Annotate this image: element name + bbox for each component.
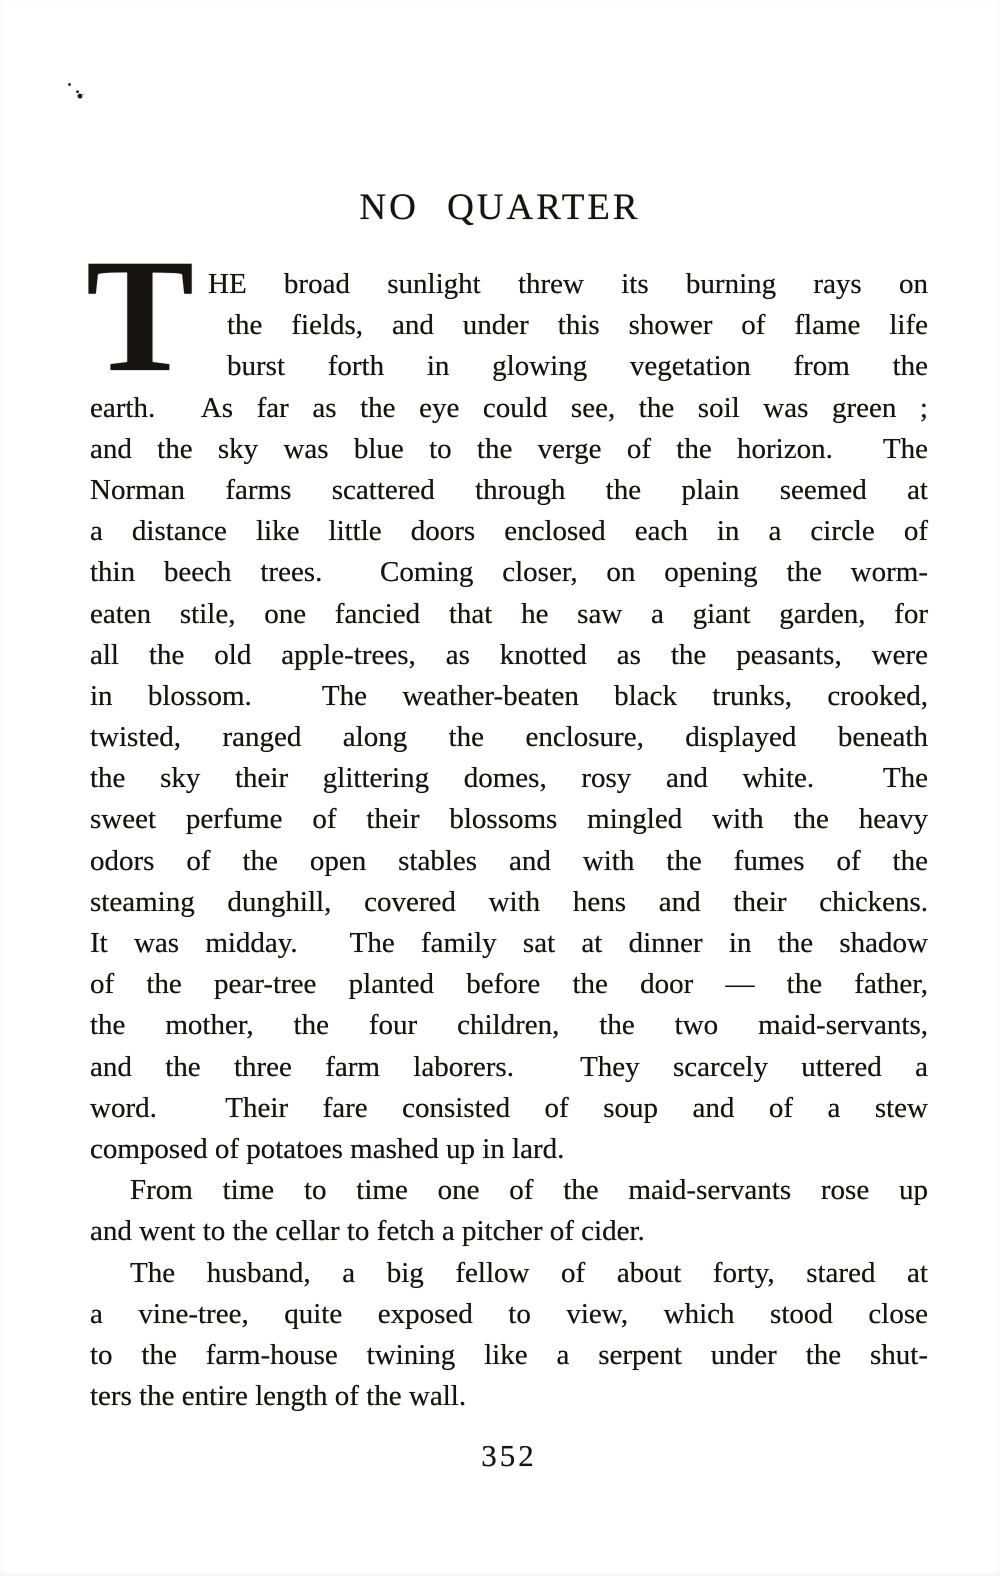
text-line: in blossom. The weather-beaten black trunks, crooked, bbox=[90, 679, 928, 712]
text-line-paragraph-start: The husband, a big fellow of about forty, stared at bbox=[130, 1256, 928, 1289]
text-line: twisted, ranged along the enclosure, displayed beneath bbox=[90, 721, 928, 754]
page-number: 352 bbox=[481, 1438, 537, 1473]
text-line: all the old apple-trees, as knotted as the peasants, were bbox=[90, 638, 928, 671]
text-line: odors of the open stables and with the fumes of the bbox=[90, 844, 928, 877]
text-line: thin beech trees. Coming closer, on opening the worm- bbox=[90, 556, 928, 589]
text-line: to the farm-house twining like a serpent under the shut- bbox=[90, 1338, 928, 1371]
text-line: a vine-tree, quite exposed to view, which stood close bbox=[90, 1297, 928, 1330]
text-line: HE broad sunlight threw its burning rays on bbox=[208, 268, 928, 300]
body-text bbox=[86, 227, 928, 1417]
text-line-paragraph-end: ters the entire length of the wall. bbox=[90, 1380, 467, 1413]
text-line: It was midday. The family sat at dinner in the shadow bbox=[90, 927, 928, 959]
text-line-paragraph-end: and went to the cellar to fetch a pitcher of cider. bbox=[90, 1215, 645, 1248]
text-line-paragraph-start: From time to time one of the maid-servants rose up bbox=[130, 1174, 928, 1207]
text-line: burst forth in glowing vegetation from the bbox=[227, 350, 928, 383]
text-line: earth. As far as the eye could see, the soil was green ; bbox=[90, 391, 928, 424]
text-line: Norman farms scattered through the plain seemed at bbox=[90, 473, 928, 506]
text-line-paragraph-end: composed of potatoes mashed up in lard. bbox=[90, 1132, 565, 1165]
text-line: the fields, and under this shower of flame life bbox=[227, 309, 928, 342]
text-line: the sky their glittering domes, rosy and white. The bbox=[90, 762, 928, 795]
text-line: word. Their fare consisted of soup and of a stew bbox=[90, 1091, 928, 1124]
ink-smudge bbox=[68, 83, 71, 86]
text-line: of the pear-tree planted before the door — the father, bbox=[90, 968, 928, 1001]
text-line: the mother, the four children, the two maid-servants, bbox=[90, 1009, 928, 1042]
text-line: steaming dunghill, covered with hens and their chickens. bbox=[90, 885, 928, 918]
text-line: a distance like little doors enclosed each in a circle of bbox=[90, 515, 928, 548]
page-title: NO QUARTER bbox=[359, 187, 641, 228]
text-line: and the sky was blue to the verge of the horizon. The bbox=[90, 432, 928, 465]
text-line: eaten stile, one fancied that he saw a giant garden, for bbox=[90, 597, 928, 630]
text-line: sweet perfume of their blossoms mingled with the heavy bbox=[90, 803, 928, 836]
text-line: and the three farm laborers. They scarcely uttered a bbox=[90, 1050, 928, 1083]
drop-cap: T bbox=[86, 227, 195, 406]
